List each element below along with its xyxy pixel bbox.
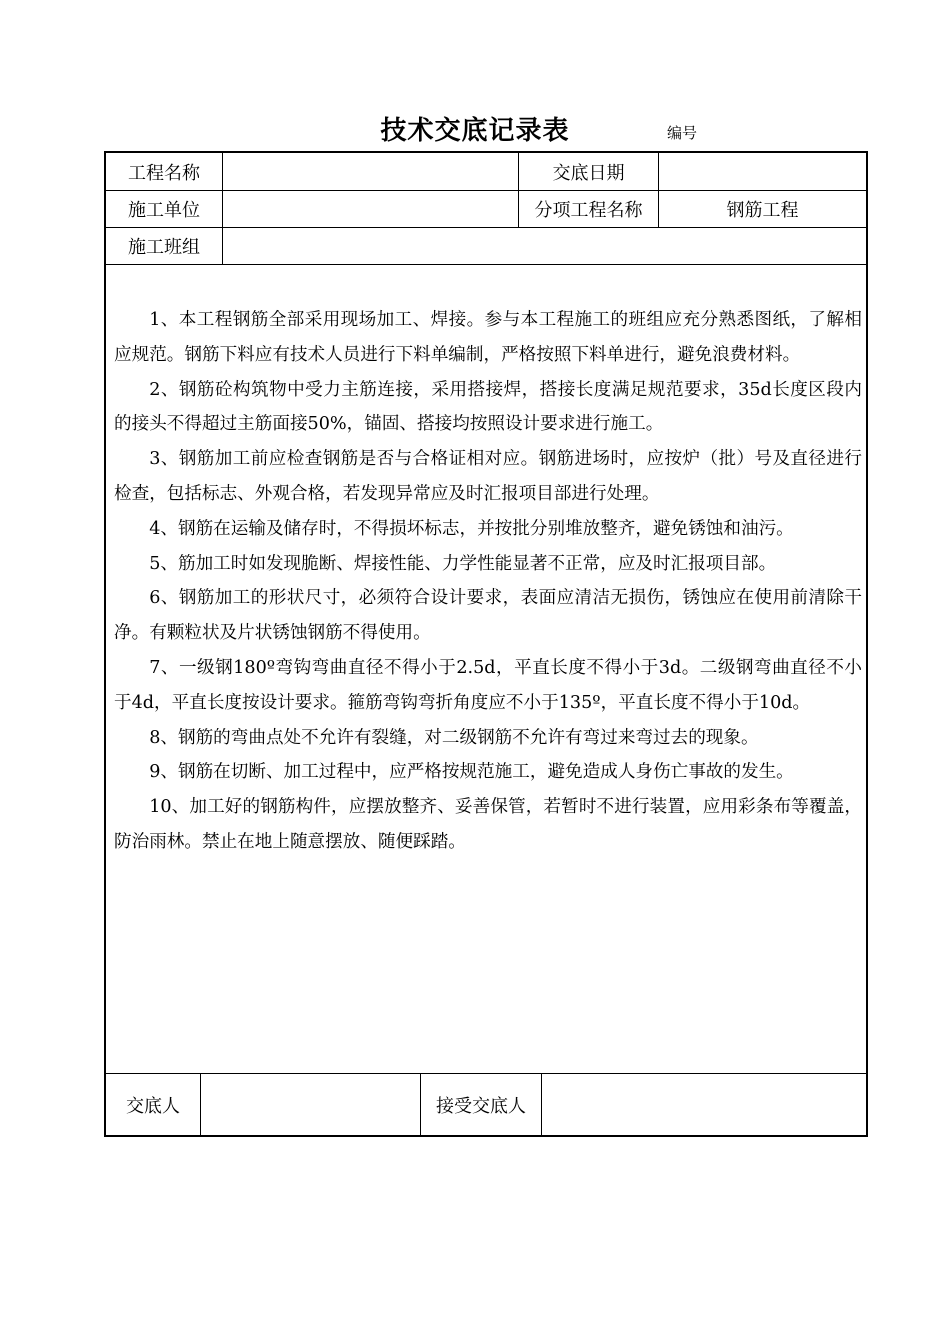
row-team xyxy=(106,227,866,265)
receiver-field[interactable] xyxy=(542,1074,866,1136)
disclosure-content xyxy=(114,303,862,860)
date-label: 交底日期 xyxy=(519,153,659,190)
paragraph: 3、钢筋加工前应检查钢筋是否与合格证相对应。钢筋进场时，应按炉（批）号及直径进行检查，包括标志、外观合格，若发现异常应及时汇报项目部进行处理。 xyxy=(114,449,862,504)
project-name-field[interactable] xyxy=(223,153,519,190)
paragraph: 8、钢筋的弯曲点处不允许有裂缝，对二级钢筋不允许有弯过来弯过去的现象。 xyxy=(149,727,759,748)
paragraph: 6、钢筋加工的形状尺寸，必须符合设计要求，表面应清洁无损伤，锈蚀应在使用前清除干净。有颗粒状及片状锈蚀钢筋不得使用。 xyxy=(114,588,862,644)
date-field[interactable] xyxy=(659,153,866,190)
record-table xyxy=(104,151,868,1137)
team-field[interactable] xyxy=(223,227,866,264)
paragraph: 10、加工好的钢筋构件，应摆放整齐、妥善保管，若暂时不进行装置，应用彩条布等覆盖，防治雨林。禁止在地上随意摆放、随便踩踏。 xyxy=(114,797,862,852)
subitem-field[interactable]: 钢筋工程 xyxy=(726,199,799,221)
number-label: 编号 xyxy=(667,124,698,142)
paragraph: 9、钢筋在切断、加工过程中，应严格按规范施工，避免造成人身伤亡事故的发生。 xyxy=(149,762,794,783)
subitem-label: 分项工程名称 xyxy=(519,190,659,227)
project-name-label: 工程名称 xyxy=(106,153,223,190)
signature-row xyxy=(106,1073,866,1136)
paragraph: 2、钢筋砼构筑物中受力主筋连接，采用搭接焊，搭接长度满足规范要求，35d长度区段内的接头不得超过主筋面接50%，锚固、搭接均按照设计要求进行施工。 xyxy=(114,379,862,435)
unit-label: 施工单位 xyxy=(106,190,223,227)
paragraph: 4、钢筋在运输及储存时，不得损坏标志，并按批分别堆放整齐，避免锈蚀和油污。 xyxy=(149,518,794,539)
unit-field[interactable] xyxy=(223,190,519,227)
paragraph: 7、一级钢180º弯钩弯曲直径不得小于2.5d，平直长度不得小于3d。二级钢弯曲直径不小于4d，平直长度按设计要求。箍筋弯钩弯折角度应不小于135º，平直长度不得小于10d。 xyxy=(114,657,862,713)
paragraph: 5、筋加工时如发现脆断、焊接性能、力学性能显著不正常，应及时汇报项目部。 xyxy=(149,553,777,574)
discloser-field[interactable] xyxy=(201,1074,421,1136)
row-unit xyxy=(106,190,866,228)
page-title: 技术交底记录表 xyxy=(380,116,570,146)
row-project-name xyxy=(106,153,866,191)
team-label: 施工班组 xyxy=(106,227,223,264)
discloser-label: 交底人 xyxy=(106,1074,201,1136)
receiver-label: 接受交底人 xyxy=(421,1074,542,1136)
paragraph: 1、本工程钢筋全部采用现场加工、焊接。参与本工程施工的班组应充分熟悉图纸，了解相应规范。钢筋下料应有技术人员进行下料单编制，严格按照下料单进行，避免浪费材料。 xyxy=(114,310,862,365)
